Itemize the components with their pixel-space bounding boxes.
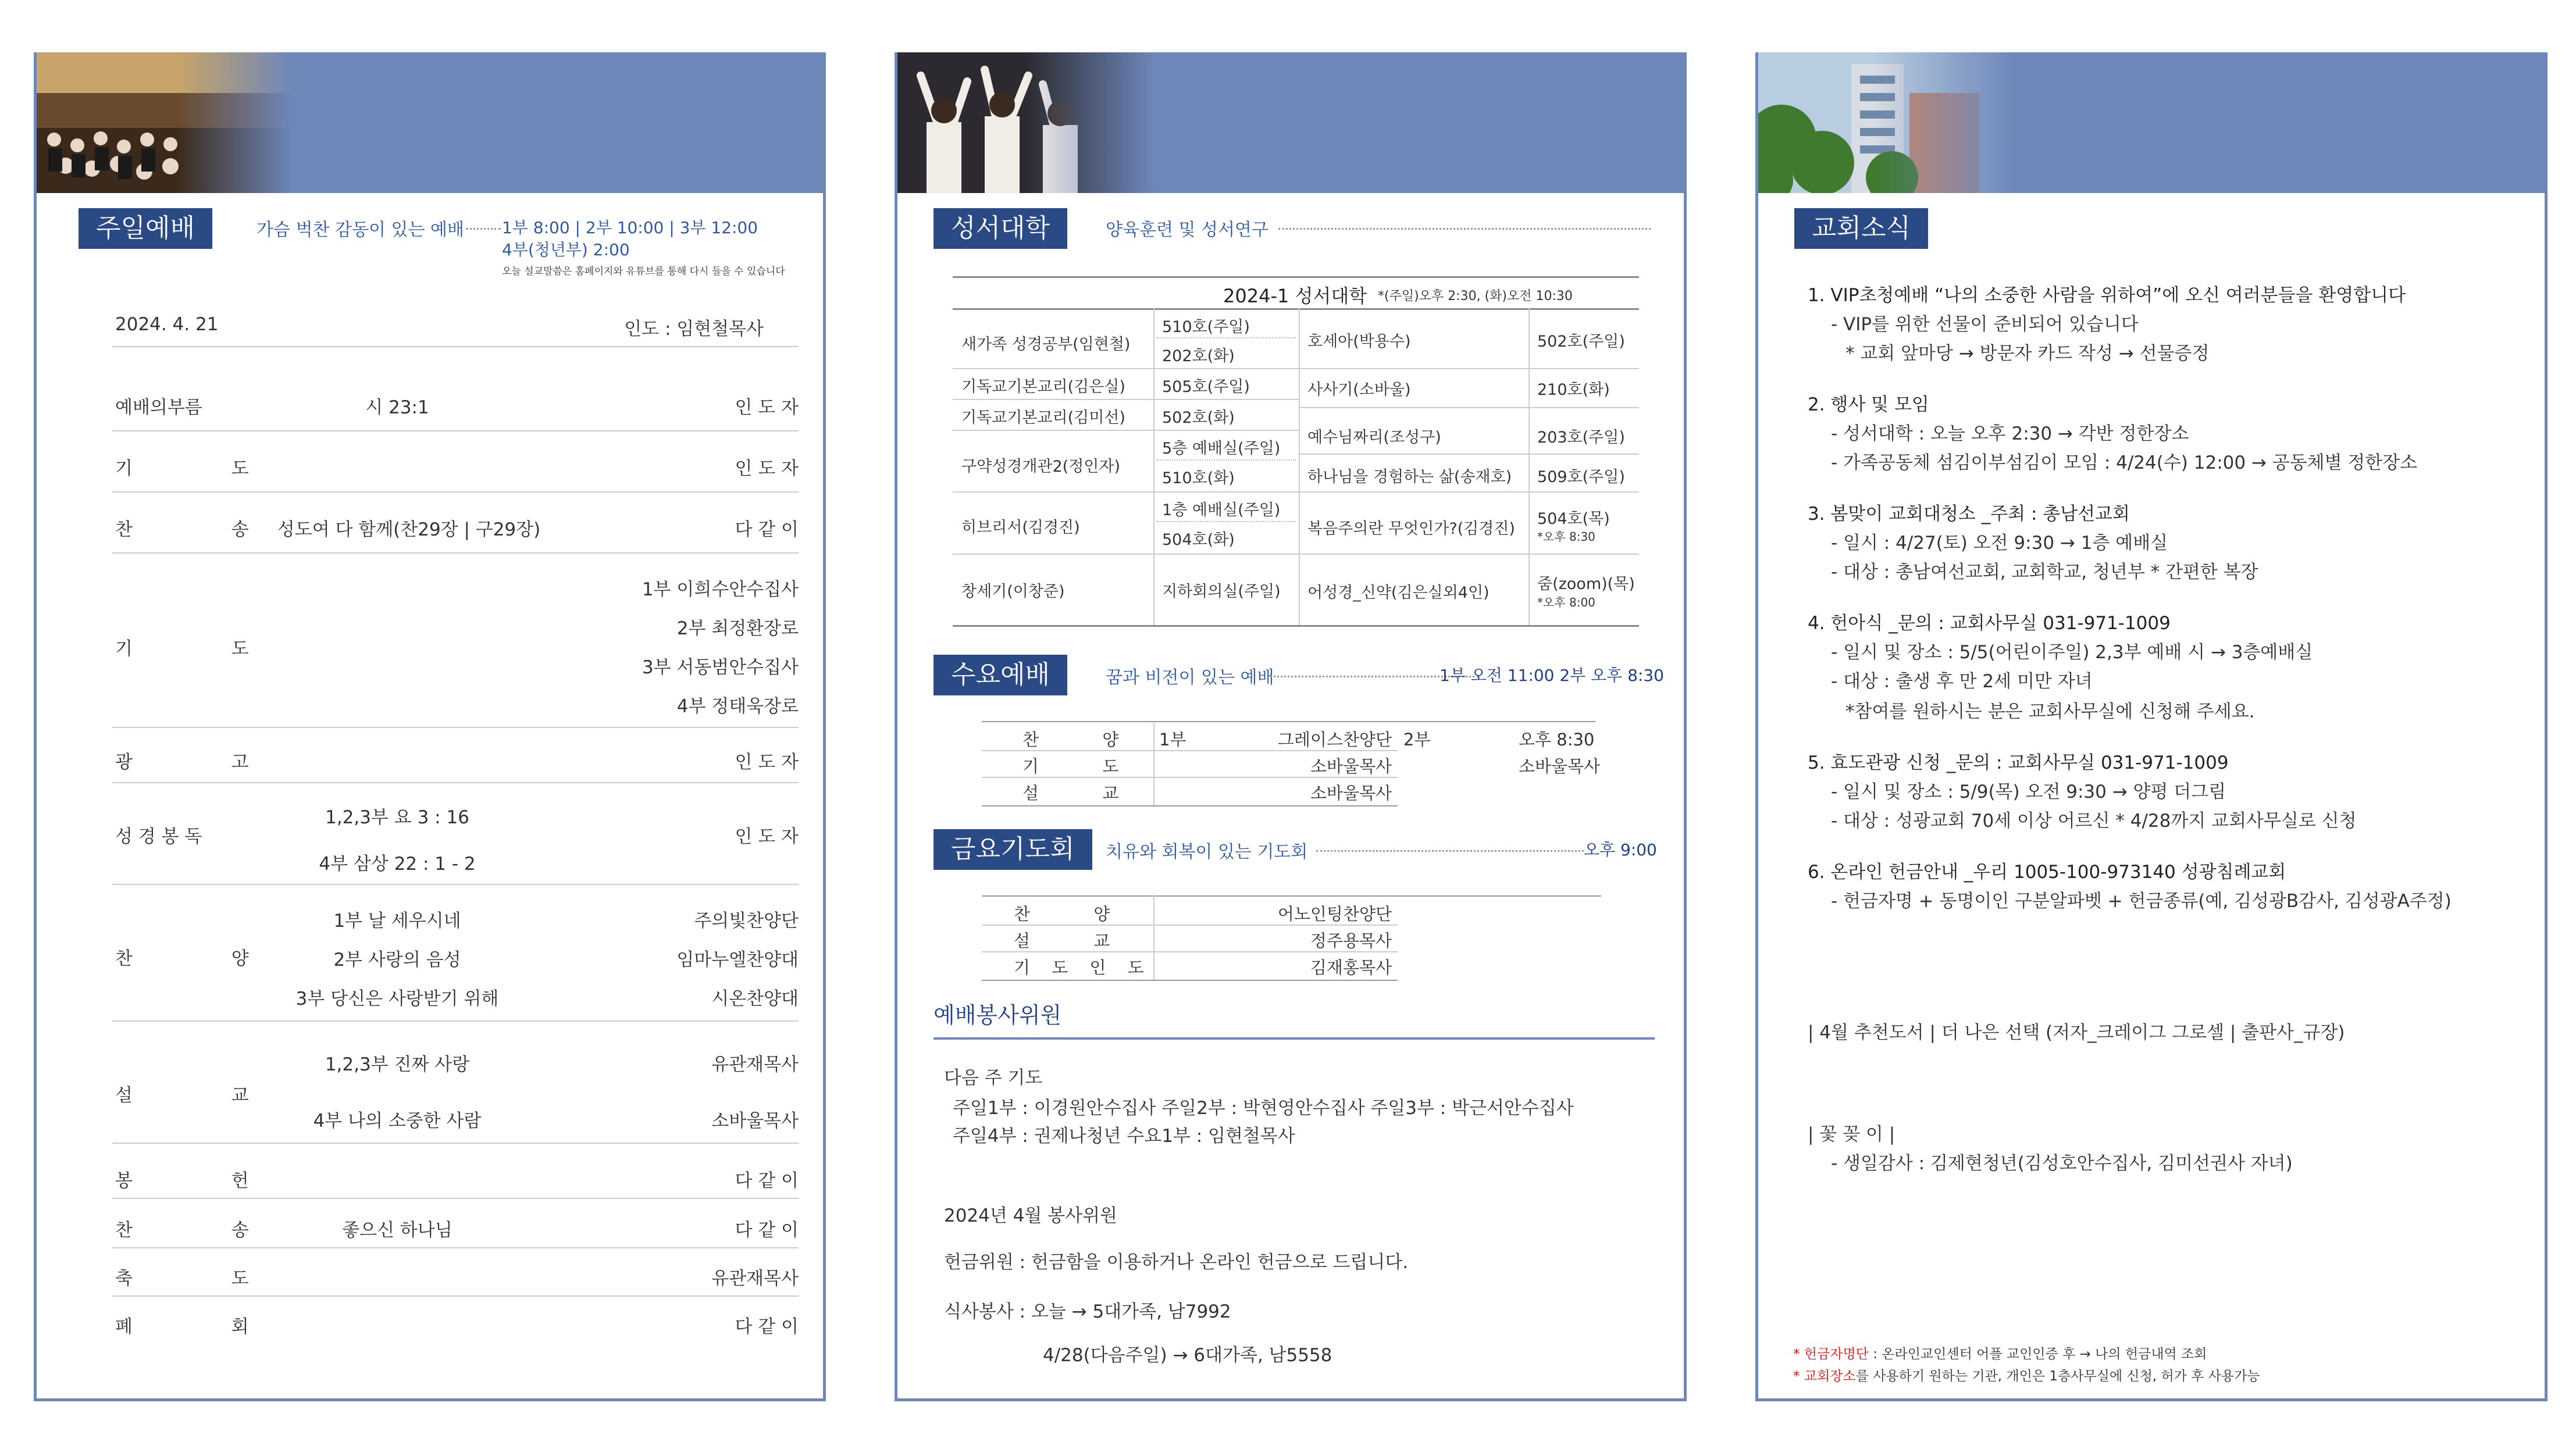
order-person: 유관재목사 (711, 1054, 799, 1075)
course-room: 지하회의실(주일) (1162, 583, 1281, 601)
bible-subtitle: 양육훈련 및 성서연구 (1106, 220, 1269, 240)
course-room: 502호(화) (1162, 409, 1235, 427)
course-name: 기독교기본교리(김미선) (961, 409, 1125, 427)
order-item: 광 고 (115, 752, 295, 773)
order-item: 기 도 (115, 458, 295, 479)
course-name: 어성경_신약(김은실외4인) (1307, 584, 1490, 602)
order-detail: 4부 나의 소중한 사람 (313, 1111, 482, 1132)
order-detail: 시 23:1 (365, 397, 429, 418)
news-detail: - 성서대학 : 오늘 오후 2:30 → 각반 정한장소 (1831, 423, 2189, 444)
order-item: 성 경 봉 독 (115, 826, 202, 847)
wed-person: 소바울목사 (1519, 756, 1601, 776)
order-person: 3부 서동범안수집사 (642, 657, 799, 678)
order-item: 축 도 (115, 1268, 295, 1289)
order-person: 1부 이희수안수집사 (642, 579, 799, 600)
course-room: 502호(주일) (1537, 333, 1625, 351)
order-detail: 1부 날 세우시네 (333, 911, 461, 931)
order-item: 폐 회 (115, 1316, 295, 1337)
order-person: 소바울목사 (711, 1111, 799, 1132)
bible-table-title: 2024-1 성서대학 (1223, 285, 1367, 307)
news-detail: * 교회 앞마당 → 방문자 카드 작성 → 선물증정 (1845, 343, 2210, 364)
wed-time: 오후 8:30 (1519, 730, 1595, 749)
wed-person: 소바울목사 (1310, 783, 1392, 803)
order-item: 찬 송 (115, 519, 295, 540)
wed-part: 1부 (1159, 730, 1187, 749)
order-person: 다 같 이 (735, 519, 799, 540)
next-prayer-heading: 다음 주 기도 (944, 1068, 1043, 1088)
bible-title: 성서대학 (934, 208, 1067, 249)
course-name: 창세기(이창준) (961, 583, 1065, 601)
wed-part: 2부 (1403, 730, 1431, 749)
news-detail: - 일시 : 4/27(토) 오전 9:30 → 1층 예배실 (1831, 533, 2168, 554)
course-name: 예수님짜리(조성구) (1307, 429, 1441, 447)
footnote-venue (1793, 1365, 2260, 1384)
news-item-5: 5. 효도관광 신청 _문의 : 교회사무실 031-971-1009 (1808, 752, 2229, 773)
wed-person: 그레이스찬양단 (1277, 730, 1392, 749)
sunday-youth: 4부(청년부) 2:00 (502, 240, 630, 259)
course-name: 호세아(박용수) (1307, 333, 1411, 351)
order-item: 기 도 (115, 638, 295, 659)
news-item-3: 3. 봄맞이 교회대청소 _주최 : 총남선교회 (1808, 504, 2130, 524)
sunday-header (37, 52, 823, 193)
news-detail: - VIP를 위한 선물이 준비되어 있습니다 (1831, 314, 2139, 335)
order-person: 다 같 이 (735, 1220, 799, 1241)
service-leader: 인도 : 임현철목사 (624, 319, 764, 340)
fri-item: 기 도 인 도 (1014, 958, 1152, 977)
news-item-6: 6. 온라인 헌금안내 _우리 1005-100-973140 성광침례교회 (1808, 862, 2286, 883)
fri-person: 어노인팅찬양단 (1277, 904, 1392, 924)
bible-panel (895, 52, 1687, 1401)
bible-table-time: *(주일)오후 2:30, (화)오전 10:30 (1378, 289, 1573, 304)
sermon-note: 오늘 설교말씀은 홈페이지와 유튜브를 통해 다시 들을 수 있습니다 (502, 266, 785, 277)
news-item-2: 2. 행사 및 모임 (1808, 394, 1929, 415)
meal-volunteers-today: 식사봉사 : 오늘 → 5대가족, 남7992 (944, 1301, 1231, 1322)
order-person: 임마누엘찬양대 (676, 950, 799, 970)
news-title: 교회소식 (1794, 208, 1928, 249)
order-person: 유관재목사 (711, 1268, 799, 1289)
sunday-subtitle: 가슴 벅찬 감동이 있는 예배 (256, 220, 464, 240)
news-detail: *참여를 원하시는 분은 교회사무실에 신청해 주세요. (1845, 701, 2255, 722)
order-person: 인 도 자 (735, 458, 799, 479)
course-room: 510호(주일) (1162, 318, 1250, 336)
next-prayer-line2: 주일4부 : 권제나청년 수요1부 : 임현철목사 (953, 1126, 1295, 1147)
meal-volunteers-next: 4/28(다음주일) → 6대가족, 남5558 (1043, 1345, 1332, 1366)
order-item: 예배의부름 (115, 397, 202, 418)
course-note: *오후 8:30 (1537, 530, 1595, 544)
order-detail: 성도여 다 함께(찬29장 | 구29장) (277, 519, 541, 540)
friday-time: 오후 9:00 (1584, 840, 1657, 859)
footnote-venue-text: 를 사용하기 원하는 기관, 개인은 1층사무실에 신청, 허가 후 사용가능 (1855, 1369, 2260, 1384)
wednesday-subtitle: 꿈과 비전이 있는 예배 (1106, 668, 1274, 688)
course-note: *오후 8:00 (1537, 595, 1595, 609)
course-room: 510호(화) (1162, 469, 1235, 487)
offering-volunteers: 헌금위원 : 헌금함을 이용하거나 온라인 헌금으로 드립니다. (944, 1252, 1409, 1273)
course-name: 구약성경개관2(정인자) (961, 458, 1120, 476)
order-item: 봉 헌 (115, 1170, 295, 1191)
order-detail: 4부 삼상 22 : 1 - 2 (319, 854, 476, 875)
sunday-panel (34, 52, 826, 1401)
news-detail: - 일시 및 장소 : 5/9(목) 오전 9:30 → 양평 더그림 (1831, 781, 2226, 802)
news-detail: - 대상 : 출생 후 만 2세 미만 자녀 (1831, 671, 2093, 692)
wed-item: 기 도 (1022, 756, 1148, 776)
friday-subtitle: 치유와 회복이 있는 기도회 (1106, 842, 1308, 862)
service-date: 2024. 4. 21 (115, 314, 219, 335)
course-room: 202호(화) (1162, 347, 1235, 365)
order-detail: 3부 당신은 사랑받기 위해 (295, 988, 499, 1009)
news-detail: - 가족공동체 섬김이부섬김이 모임 : 4/24(수) 12:00 → 공동체별 정한장소 (1831, 452, 2418, 473)
course-room: 줌(zoom)(목) (1537, 575, 1635, 593)
wednesday-title: 수요예배 (934, 655, 1067, 695)
course-name: 사사기(소바울) (1307, 381, 1411, 399)
course-name: 새가족 성경공부(임현철) (961, 335, 1131, 354)
fri-item: 설 교 (1014, 931, 1139, 951)
wed-item: 설 교 (1022, 783, 1148, 803)
news-detail: - 일시 및 장소 : 5/5(어린이주일) 2,3부 예배 시 → 3층예배실 (1831, 642, 2313, 663)
order-person: 다 같 이 (735, 1170, 799, 1191)
order-person: 다 같 이 (735, 1316, 799, 1337)
order-person: 주의빛찬양단 (694, 911, 799, 931)
next-prayer-line1: 주일1부 : 이경원안수집사 주일2부 : 박현영안수집사 주일3부 : 박근서안수집사 (953, 1098, 1574, 1119)
worship-photo (897, 52, 1153, 193)
course-room: 210호(화) (1537, 381, 1610, 399)
news-panel (1755, 52, 2548, 1401)
news-detail: - 헌금자명 + 동명이인 구분알파벳 + 헌금종류(예, 김성광B감사, 김성광A주정) (1831, 891, 2452, 912)
order-person: 인 도 자 (735, 826, 799, 847)
order-item: 찬 양 (115, 948, 295, 969)
wednesday-times: 1부 오전 11:00 2부 오후 8:30 (1440, 666, 1664, 685)
fri-person: 정주용목사 (1310, 931, 1392, 951)
friday-title: 금요기도회 (934, 829, 1092, 870)
course-room: 505호(주일) (1162, 378, 1250, 396)
congregation-photo (37, 52, 293, 193)
wed-item: 찬 양 (1022, 730, 1148, 749)
course-name: 히브리서(김경진) (961, 519, 1080, 537)
course-room: 203호(주일) (1537, 429, 1625, 447)
footnote-offering-label: * 헌금자명단 (1793, 1347, 1869, 1362)
fri-item: 찬 양 (1014, 904, 1139, 924)
news-header (1758, 52, 2545, 193)
church-building-photo (1758, 52, 2014, 193)
course-name: 기독교기본교리(김은실) (961, 378, 1125, 396)
order-detail: 1,2,3부 진짜 사랑 (325, 1054, 470, 1075)
order-person: 4부 정태욱장로 (676, 696, 799, 717)
course-room: 5층 예배실(주일) (1162, 440, 1281, 458)
footnote-venue-label: * 교회장소 (1793, 1369, 1856, 1384)
order-person: 인 도 자 (735, 752, 799, 773)
news-item-1: 1. VIP초청예배 “나의 소중한 사람을 위하여”에 오신 여러분들을 환영합니다 (1808, 285, 2406, 306)
order-detail: 2부 사랑의 음성 (333, 950, 461, 970)
flower-detail: - 생일감사 : 김제현청년(김성호안수집사, 김미선권사 자녀) (1831, 1153, 2293, 1174)
sunday-times: 1부 8:00 | 2부 10:00 | 3부 12:00 (502, 218, 758, 237)
course-name: 하나님을 경험하는 삶(송재호) (1307, 468, 1512, 486)
news-detail: - 대상 : 성광교회 70세 이상 어르신 * 4/28까지 교회사무실로 신청 (1831, 811, 2357, 831)
wed-person: 소바울목사 (1310, 756, 1392, 776)
order-item: 설 교 (115, 1085, 295, 1106)
course-name: 복음주의란 무엇인가?(김경진) (1307, 520, 1515, 538)
order-item: 찬 송 (115, 1220, 295, 1241)
fri-person: 김재홍목사 (1310, 958, 1392, 977)
course-room: 504호(화) (1162, 531, 1235, 549)
bible-header (897, 52, 1684, 193)
order-person: 시온찬양대 (711, 988, 799, 1009)
volunteers-title: 예배봉사위원 (934, 1002, 1062, 1028)
news-detail: - 대상 : 총남여선교회, 교회학교, 청년부 * 간편한 복장 (1831, 562, 2258, 583)
recommended-book: | 4월 추천도서 | 더 나은 선택 (저자_크레이그 그로셀 | 출판사_규장) (1808, 1022, 2345, 1043)
flower-heading: | 꽃 꽂 이 | (1808, 1124, 1896, 1145)
footnote-offering-text: : 온라인교인센터 어플 교인인증 후 → 나의 헌금내역 조회 (1868, 1347, 2207, 1362)
course-room: 509호(주일) (1537, 468, 1625, 486)
order-person: 2부 최정환장로 (676, 618, 799, 639)
april-volunteers-heading: 2024년 4월 봉사위원 (944, 1205, 1117, 1226)
course-room: 1층 예배실(주일) (1162, 501, 1281, 519)
order-detail: 좋으신 하나님 (342, 1220, 453, 1241)
footnote-offering (1793, 1343, 2207, 1362)
news-item-4: 4. 헌아식 _문의 : 교회사무실 031-971-1009 (1808, 613, 2171, 634)
course-room: 504호(목) (1537, 510, 1610, 528)
order-detail: 1,2,3부 요 3 : 16 (325, 807, 469, 828)
sunday-title: 주일예배 (79, 208, 212, 249)
order-person: 인 도 자 (735, 397, 799, 418)
